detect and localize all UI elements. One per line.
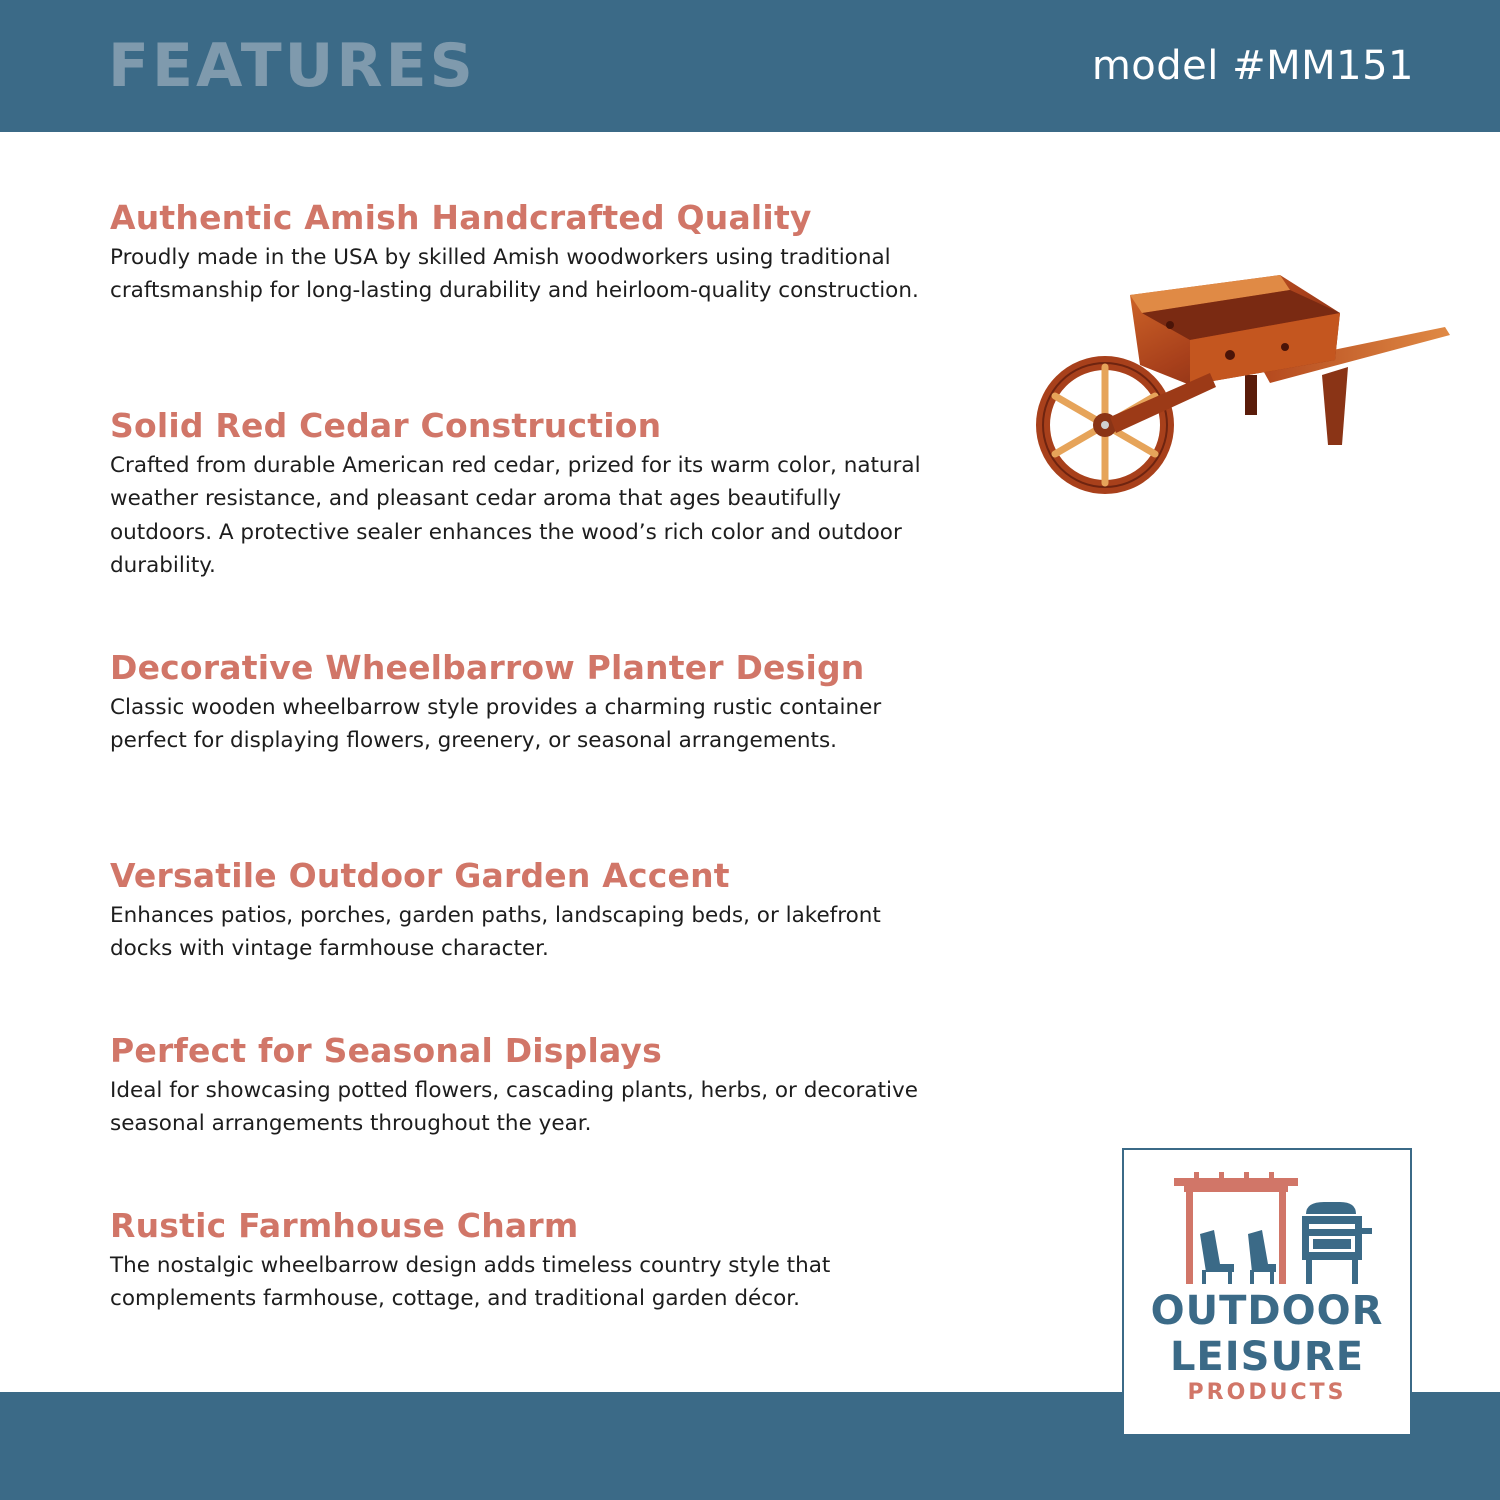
feature-body: Ideal for showcasing potted flowers, cascading plants, herbs, or decorative seasonal arrangements throughout the year. [110, 1078, 918, 1137]
page-title: FEATURES [108, 31, 476, 101]
feature-title: Solid Red Cedar Construction [110, 406, 662, 445]
feature-title: Rustic Farmhouse Charm [110, 1206, 579, 1245]
feature-body: Crafted from durable American red cedar, prized for its warm color, natural weather resistance, and pleasant cedar aroma that ages beautifully outdoors. A protective sealer enhances the wood’s rich color and outdoor durability. [110, 453, 921, 579]
logo-text-products: PRODUCTS [1187, 1380, 1347, 1405]
feature-item [110, 405, 930, 583]
feature-item [110, 1205, 930, 1316]
pergola-grill-icon [1164, 1172, 1374, 1290]
header-band [0, 0, 1500, 132]
feature-body: Classic wooden wheelbarrow style provides a charming rustic container perfect for displaying flowers, greenery, or seasonal arrangements. [110, 695, 882, 754]
model-number: model #MM151 [1091, 43, 1414, 89]
logo-text-outdoor: OUTDOOR [1150, 1288, 1384, 1334]
brand-logo [1122, 1148, 1412, 1436]
feature-title: Authentic Amish Handcrafted Quality [110, 198, 812, 237]
feature-item [110, 647, 930, 758]
feature-item [110, 855, 930, 966]
feature-item [110, 1030, 930, 1141]
feature-title: Perfect for Seasonal Displays [110, 1031, 662, 1070]
feature-body: Proudly made in the USA by skilled Amish woodworkers using traditional craftsmanship for long-lasting durability and heirloom-quality construction. [110, 245, 919, 304]
feature-title: Decorative Wheelbarrow Planter Design [110, 648, 865, 687]
feature-body: The nostalgic wheelbarrow design adds timeless country style that complements farmhouse, cottage, and traditional garden décor. [110, 1253, 831, 1312]
feature-body: Enhances patios, porches, garden paths, landscaping beds, or lakefront docks with vintage farmhouse character. [110, 903, 881, 962]
feature-item [110, 197, 930, 308]
logo-text-leisure: LEISURE [1169, 1334, 1365, 1380]
feature-title: Versatile Outdoor Garden Accent [110, 856, 730, 895]
wheelbarrow-planter-image [1030, 255, 1460, 505]
